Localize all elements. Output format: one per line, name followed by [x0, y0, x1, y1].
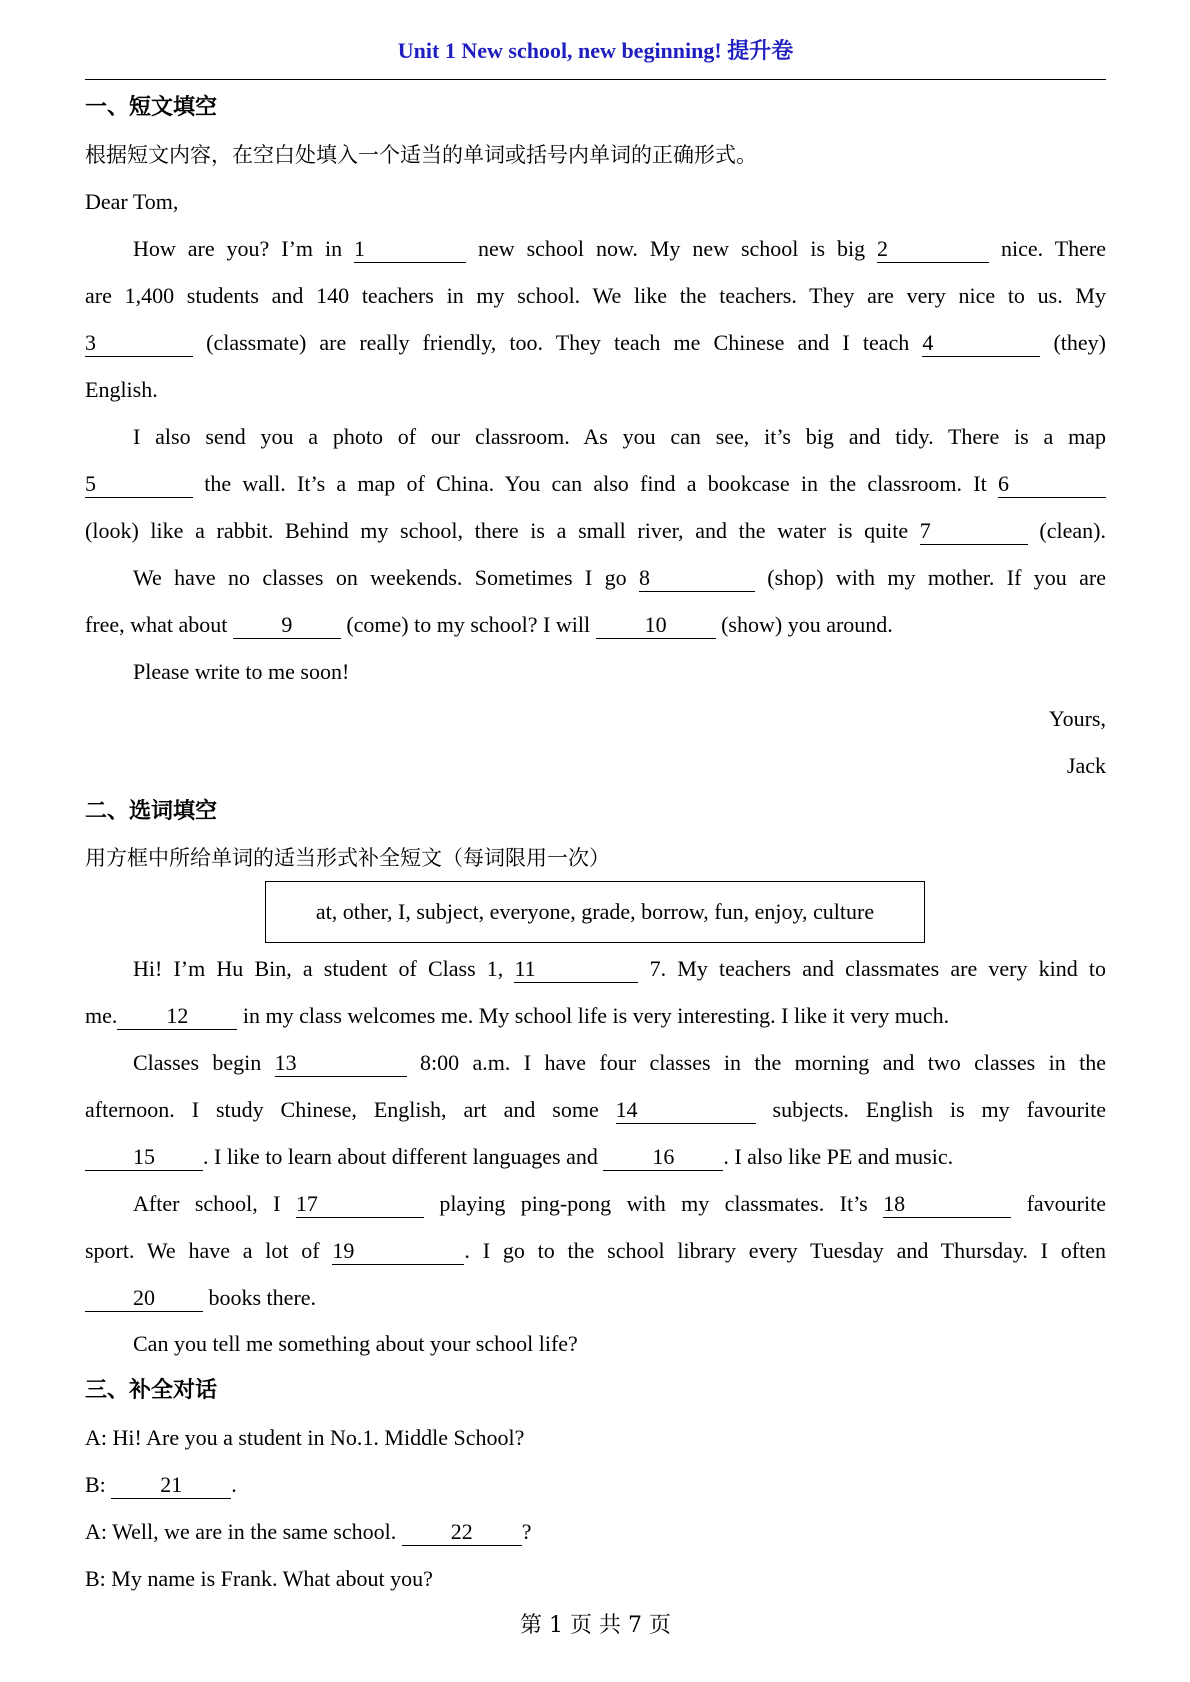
section3-heading: 三、补全对话 [85, 1378, 218, 1403]
letter-greeting: Dear Tom, [85, 189, 179, 214]
blank-8[interactable]: 8 [639, 565, 755, 592]
passage2-line: 15 . I like to learn about different languages and 16 . I also like PE and music. [85, 1142, 1106, 1172]
passage2-line: 20 books there. [85, 1283, 1106, 1313]
blank-20[interactable]: 20 [85, 1285, 203, 1312]
blank-18[interactable]: 18 [883, 1191, 1011, 1218]
passage1-line: free, what about 9 (come) to my school? I will 10 (show) you around. [85, 612, 893, 637]
letter-yours: Yours, [1048, 706, 1106, 731]
passage2-line: Hi! I’m Hu Bin, a student of Class 1, 11 7. My teachers and classmates are very kind to [133, 956, 1106, 981]
passage2-line: sport. We have a lot of 19 . I go to the school library every Tuesday and Thursday. I often [85, 1238, 1106, 1263]
blank-2[interactable]: 2 [877, 236, 989, 263]
page-footer: 第 1 页 共 7 页 [520, 1613, 671, 1638]
passage2-closing: Can you tell me something about your school life? [133, 1331, 578, 1356]
blank-22[interactable]: 22 [402, 1519, 522, 1546]
passage2-line: afternoon. I study Chinese, English, art and some 14 subjects. English is my favourite [85, 1097, 1106, 1122]
blank-3[interactable]: 3 [85, 330, 193, 357]
blank-17[interactable]: 17 [296, 1191, 424, 1218]
blank-16[interactable]: 16 [603, 1144, 723, 1171]
blank-11[interactable]: 11 [514, 956, 638, 983]
blank-4[interactable]: 4 [922, 330, 1040, 357]
word-box: at, other, I, subject, everyone, grade, borrow, fun, enjoy, culture [265, 881, 925, 943]
document-title: Unit 1 New school, new beginning! 提升卷 [397, 38, 794, 63]
blank-14[interactable]: 14 [616, 1097, 756, 1124]
passage1-line: How are you? I’m in 1 new school now. My new school is big 2 nice. There [133, 236, 1106, 261]
dialogue-line: A: Hi! Are you a student in No.1. Middle School? [85, 1425, 525, 1450]
passage1-line: 5 the wall. It’s a map of China. You can also find a bookcase in the classroom. It 6 [85, 469, 1106, 499]
letter-closing: Please write to me soon! [133, 659, 350, 684]
passage1-line: (look) like a rabbit. Behind my school, there is a small river, and the water is quite 7 (clean). [85, 518, 1106, 543]
blank-7[interactable]: 7 [920, 518, 1028, 545]
passage2-line: Classes begin 13 8:00 a.m. I have four classes in the morning and two classes in the [133, 1050, 1106, 1075]
passage1-line: are 1,400 students and 140 teachers in my school. We like the teachers. They are very nice to us. My [85, 283, 1106, 308]
passage2-line: me. 12 in my class welcomes me. My school life is very interesting. I like it very much. [85, 1003, 950, 1028]
blank-13[interactable]: 13 [275, 1050, 407, 1077]
section1-instruction: 根据短文内容，在空白处填入一个适当的单词或括号内单词的正确形式。 [85, 143, 757, 167]
blank-9[interactable]: 9 [233, 612, 341, 639]
dialogue-line: B: My name is Frank. What about you? [85, 1566, 433, 1591]
section2-instruction: 用方框中所给单词的适当形式补全短文（每词限用一次） [85, 846, 610, 870]
blank-6[interactable]: 6 [998, 471, 1106, 498]
passage2-line: After school, I 17 playing ping-pong with my classmates. It’s 18 favourite [133, 1191, 1106, 1216]
dialogue-line: A: Well, we are in the same school. 22 ? [85, 1519, 532, 1544]
section2-heading: 二、选词填空 [85, 799, 218, 824]
blank-5[interactable]: 5 [85, 471, 193, 498]
blank-10[interactable]: 10 [596, 612, 716, 639]
passage1-line: We have no classes on weekends. Sometimes I go 8 (shop) with my mother. If you are [133, 565, 1106, 590]
blank-19[interactable]: 19 [332, 1238, 464, 1265]
dialogue-line: B: 21 . [85, 1472, 237, 1497]
letter-signature: Jack [1066, 753, 1106, 778]
blank-12[interactable]: 12 [117, 1003, 237, 1030]
blank-21[interactable]: 21 [111, 1472, 231, 1499]
section1-heading: 一、短文填空 [85, 95, 218, 120]
passage1-line: 3 (classmate) are really friendly, too. They teach me Chinese and I teach 4 (they) [85, 330, 1107, 355]
passage1-line: I also send you a photo of our classroom. As you can see, it’s big and tidy. There is a map [133, 424, 1106, 449]
passage1-line: English. [85, 377, 158, 402]
blank-15[interactable]: 15 [85, 1144, 203, 1171]
header-divider [85, 79, 1106, 80]
blank-1[interactable]: 1 [354, 236, 466, 263]
